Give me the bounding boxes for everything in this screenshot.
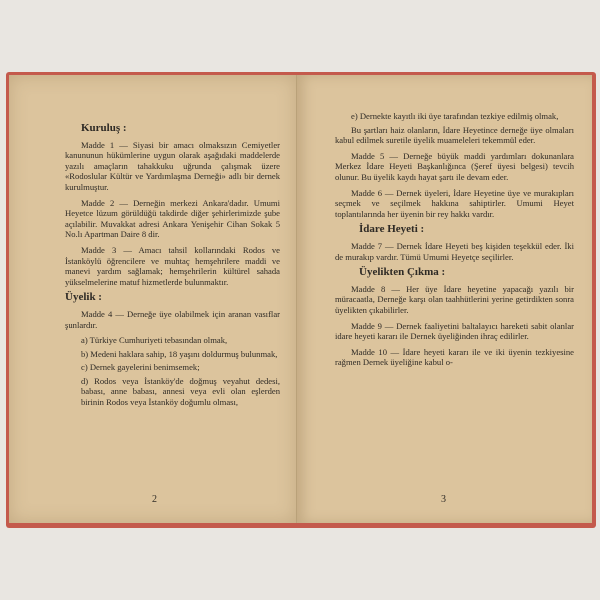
membership-paragraph: Bu şartları haiz olanların, İdare Heyetince derneğe üye olmaları kabul edilmek suretile üyelik muameleleri tekemmül eder. [335, 124, 574, 146]
article-6: Madde 6 — Dernek üyeleri, İdare Heyetine üye ve murakıpları seçmek ve seçilmek hakkına sahiptirler. Umumi Heyet toplantılarında her üyenin bir rey hakkı vardır. [335, 187, 574, 219]
page-number-right: 3 [441, 494, 446, 505]
right-page-content [297, 75, 592, 523]
article-9: Madde 9 — Dernek faaliyetini baltalayıcı hareketi sabit olanlar idare heyeti kararı ile Dernek üyeliğinden ihraç edilirler. [335, 320, 574, 342]
condition-e: e) Dernekte kayıtlı iki üye tarafından tezkiye edilmiş olmak, [351, 111, 559, 121]
booklet-spread [6, 72, 596, 528]
article-2: Madde 2 — Derneğin merkezi Ankara'dadır. Umumi Heyetce lüzum görüldüğü takdirde diğer şehirlerimizde şube açılabilir. Muvakkat adresi Ankara Yenişehir Cihan Sokak 5 No.lı Apartman Daire 8 dir. [65, 197, 280, 240]
heading-uyelikten-cikma: Üyelikten Çıkma : [359, 266, 446, 279]
article-3: Madde 3 — Amacı tahsil kollarındaki Rodos ve İstanköylü öğrencilere ve muhtaç hemşehrilere maddi ve manevi yardım sağlamak; hemşehrilerin kültürel sahada yükselmelerine matuf hizmetlerde bulunmaktır. [65, 244, 280, 287]
article-4: Madde 4 — Derneğe üye olabilmek için aranan vasıflar şunlardır. [65, 308, 280, 330]
condition-d: d) Rodos veya İstanköy'de doğmuş veyahut dedesi, babası, anne babası, annesi veya evli olan eşlerden birinin Rodos veya İstanköy doğumlu olması, [81, 375, 280, 408]
article-1: Madde 1 — Siyasi bir amacı olmaksızın Cemiyetler kanununun hükümlerine uygun olarak aşağıdaki maddelerde yazılı amaçların tahakkuku uğrunda çalışmak üzere «Rodoslular Kültür ve Yardımlaşma Derneği» adlı bir dernek kurulmuştur. [65, 139, 280, 192]
left-page-content [9, 75, 296, 523]
left-page [9, 75, 297, 523]
condition-c: c) Dernek gayelerini benimsemek; [81, 362, 200, 373]
heading-kurulus: Kuruluş : [81, 122, 127, 134]
article-7: Madde 7 — Dernek İdare Heyeti beş kişiden teşekkül eder. İki de murakıp vardır. Tümü Umumi Heyetçe seçilirler. [335, 240, 574, 262]
right-page [297, 75, 592, 523]
page-number-left: 2 [152, 494, 157, 505]
condition-b: b) Medeni haklara sahip, 18 yaşını doldurmuş bulunmak, [81, 348, 278, 359]
heading-uyelik: Üyelik : [65, 291, 102, 304]
article-10: Madde 10 — İdare heyeti kararı ile ve iki üyenin tezkiyesine rağmen Dernek üyeliğine kabul o- [335, 346, 574, 368]
heading-idare-heyeti: İdare Heyeti : [359, 223, 425, 236]
condition-a: a) Türkiye Cumhuriyeti tebasından olmak, [81, 335, 228, 346]
article-8: Madde 8 — Her üye İdare heyetine yapacağı yazılı bir müracaatla, Derneğe karşı olan taahhütlerini yerine getirdikten sonra üyelikten çıkabilirler. [335, 283, 574, 315]
article-5: Madde 5 — Derneğe büyük maddi yardımları dokunanlara Merkez İdare Heyeti Başkanlığınca (Şeref üyesi belgesi) tevcih olunur. Bu üyelik kaydı hayat şartı ile devam eder. [335, 150, 574, 182]
